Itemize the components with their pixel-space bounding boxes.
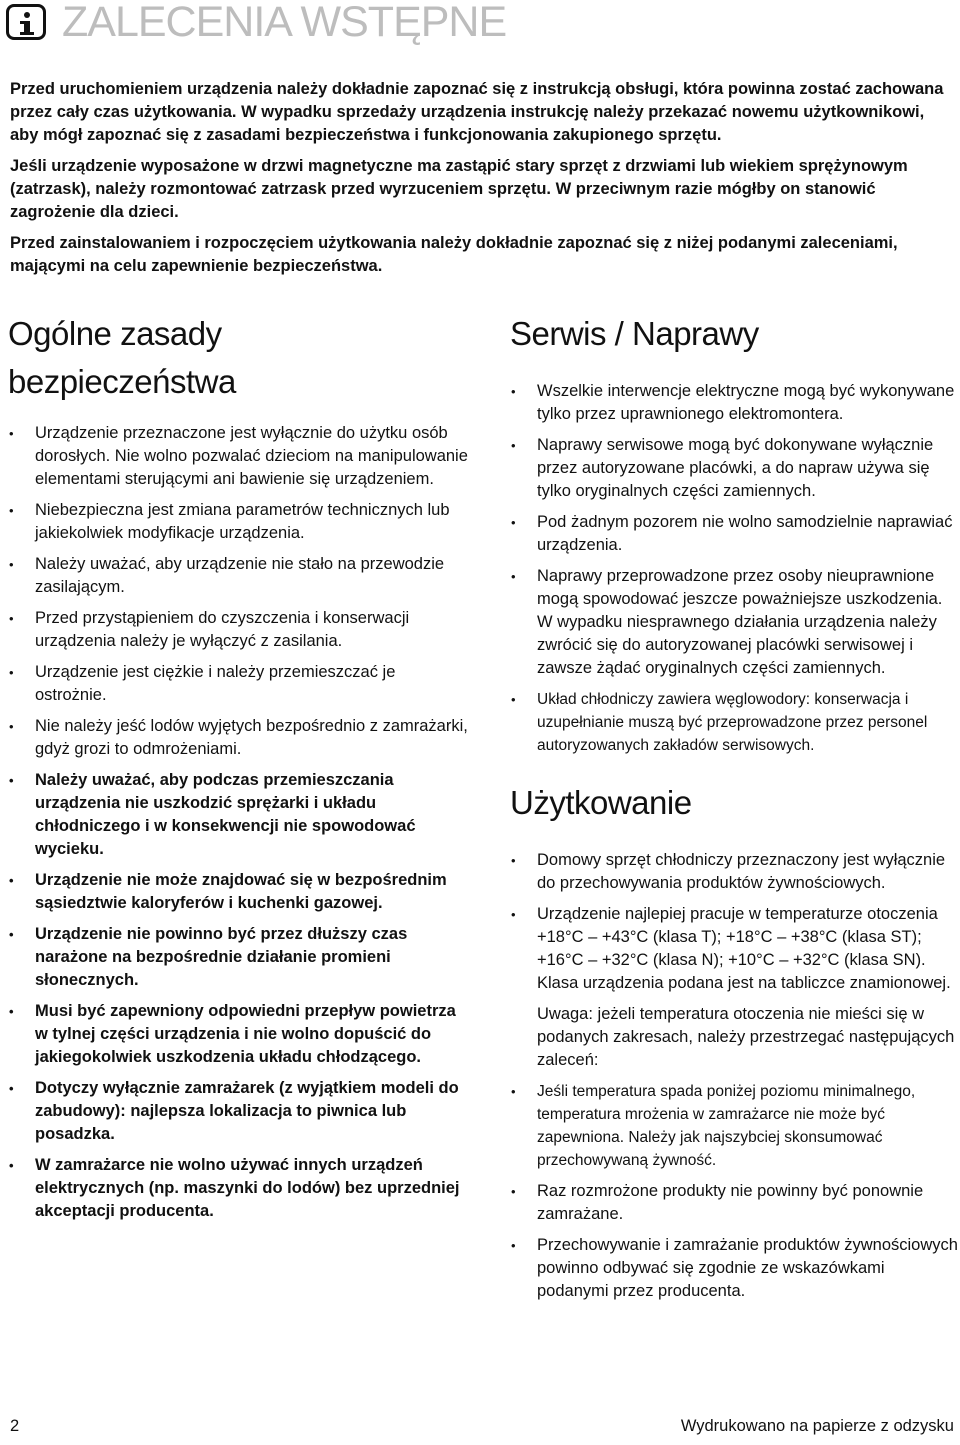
usage-sub-list <box>510 1080 958 1303</box>
list-item: • Układ chłodniczy zawiera węglowodory: konserwacja i uzupełnianie muszą być przeprowadzone przez personel autoryzowanych zakładów serwisowych. <box>510 688 958 757</box>
service-list <box>510 380 958 757</box>
intro-section <box>10 78 950 286</box>
list-item: • Przechowywanie i zamrażanie produktów żywnościowych powinno odbywać się zgodnie ze wskazówkami podanymi przez producenta. <box>510 1234 958 1303</box>
list-item: • Urządzenie nie powinno być przez dłuższy czas narażone na bezpośrednie działanie promieni słonecznych. <box>8 923 470 992</box>
list-item: • Wszelkie interwencje elektryczne mogą być wykonywane tylko przez uprawnionego elektromontera. <box>510 380 958 426</box>
list-item: • Przed przystąpieniem do czyszczenia i konserwacji urządzenia należy je wyłączyć z zasilania. <box>8 607 470 653</box>
list-item: • Urządzenie jest ciężkie i należy przemieszczać je ostrożnie. <box>8 661 470 707</box>
page-header <box>6 0 946 50</box>
right-column <box>510 310 958 1311</box>
list-item: • Urządzenie nie może znajdować się w bezpośrednim sąsiedztwie kaloryferów i kuchenki gazowej. <box>8 869 470 915</box>
list-item: • Raz rozmrożone produkty nie powinny być ponownie zamrażane. <box>510 1180 958 1226</box>
page-title: ZALECENIA WSTĘPNE <box>62 0 507 46</box>
list-item: • Urządzenie przeznaczone jest wyłącznie do użytku osób dorosłych. Nie wolno pozwalać dzieciom na manipulowanie elementami sterującymi ani bawienie się urządzeniem. <box>8 422 470 491</box>
footer-note: Wydrukowano na papierze z odzysku <box>680 1417 954 1435</box>
usage-note: Uwaga: jeżeli temperatura otoczenia nie mieści się w podanych zakresach, należy przestrzegać następujących zaleceń: <box>537 1005 955 1069</box>
safety-heading-line: Ogólne zasady <box>8 315 222 352</box>
list-item: • Jeśli temperatura spada poniżej poziomu minimalnego, temperatura mrożenia w zamrażarce nie może być zapewniona. Należy jak najszybciej skonsumować przechowywaną żywność. <box>510 1080 958 1172</box>
list-item: • Należy uważać, aby podczas przemieszczania urządzenia nie uszkodzić sprężarki i układu chłodniczego i w konsekwencji nie spowodować wycieku. <box>8 769 470 861</box>
usage-heading: Użytkowanie <box>510 784 692 821</box>
list-item: • Urządzenie najlepiej pracuje w temperaturze otoczenia +18°C – +43°C (klasa T); +18°C – +38°C (klasa ST); +16°C – +32°C (klasa N); +10°C – +32°C (klasa SN). Klasa urządzenia podana jest na tabliczce znamionowej. <box>510 903 958 995</box>
safety-heading-line: bezpieczeństwa <box>8 363 236 400</box>
intro-paragraph: Przed zainstalowaniem i rozpoczęciem użytkowania należy dokładnie zapoznać się z niżej podanymi zaleceniami, mającymi na celu zapewnienie bezpieczeństwa. <box>10 234 898 275</box>
usage-list <box>510 849 958 995</box>
intro-paragraph: Jeśli urządzenie wyposażone w drzwi magnetyczne ma zastąpić stary sprzęt z drzwiami lub wiekiem sprężynowym (zatrzask), należy rozmontować zatrzask przed wyrzuceniem sprzętu. W przeciwnym razie mógłby on stanowić zagrożenie dla dzieci. <box>10 157 908 221</box>
list-item: • Domowy sprzęt chłodniczy przeznaczony jest wyłącznie do przechowywania produktów żywnościowych. <box>510 849 958 895</box>
safety-section <box>8 310 470 1231</box>
service-heading: Serwis / Naprawy <box>510 315 759 352</box>
list-item: • Należy uważać, aby urządzenie nie stało na przewodzie zasilającym. <box>8 553 470 599</box>
safety-heading <box>8 310 470 406</box>
safety-list <box>8 422 470 1223</box>
list-item: • Musi być zapewniony odpowiedni przepływ powietrza w tylnej części urządzenia i nie wolno dopuścić do jakiegokolwiek uszkodzenia układu chłodzącego. <box>8 1000 470 1069</box>
list-item: • Naprawy przeprowadzone przez osoby nieuprawnione mogą spowodować jeszcze poważniejsze uszkodzenia. W wypadku niesprawnego działania urządzenia należy zwrócić się do autoryzowanej placówki serwisowej i zawsze żądać oryginalnych części zamiennych. <box>510 565 958 680</box>
list-item: • Niebezpieczna jest zmiana parametrów technicznych lub jakiekolwiek modyfikacje urządzenia. <box>8 499 470 545</box>
intro-paragraph: Przed uruchomieniem urządzenia należy dokładnie zapoznać się z instrukcją obsługi, która powinna zostać zachowana przez cały czas użytkowania. W wypadku sprzedaży urządzenia instrukcję należy przekazać nowemu użytkownikowi, aby mógł zapoznać się z zasadami bezpieczeństwa i funkcjonowania zakupionego sprzętu. <box>10 80 944 144</box>
list-item: • Naprawy serwisowe mogą być dokonywane wyłącznie przez autoryzowane placówki, a do napraw używa się tylko oryginalnych części zamiennych. <box>510 434 958 503</box>
info-icon <box>6 4 46 40</box>
list-item: • Dotyczy wyłącznie zamrażarek (z wyjątkiem modeli do zabudowy): najlepsza lokalizacja to piwnica lub posadzka. <box>8 1077 470 1146</box>
list-item: • Pod żadnym pozorem nie wolno samodzielnie naprawiać urządzenia. <box>510 511 958 557</box>
list-item: • Nie należy jeść lodów wyjętych bezpośrednio z zamrażarki, gdyż grozi to odmrożeniami. <box>8 715 470 761</box>
list-item: • W zamrażarce nie wolno używać innych urządzeń elektrycznych (np. maszynki do lodów) bez uprzedniej akceptacji producenta. <box>8 1154 470 1223</box>
page-number: 2 <box>10 1417 20 1435</box>
